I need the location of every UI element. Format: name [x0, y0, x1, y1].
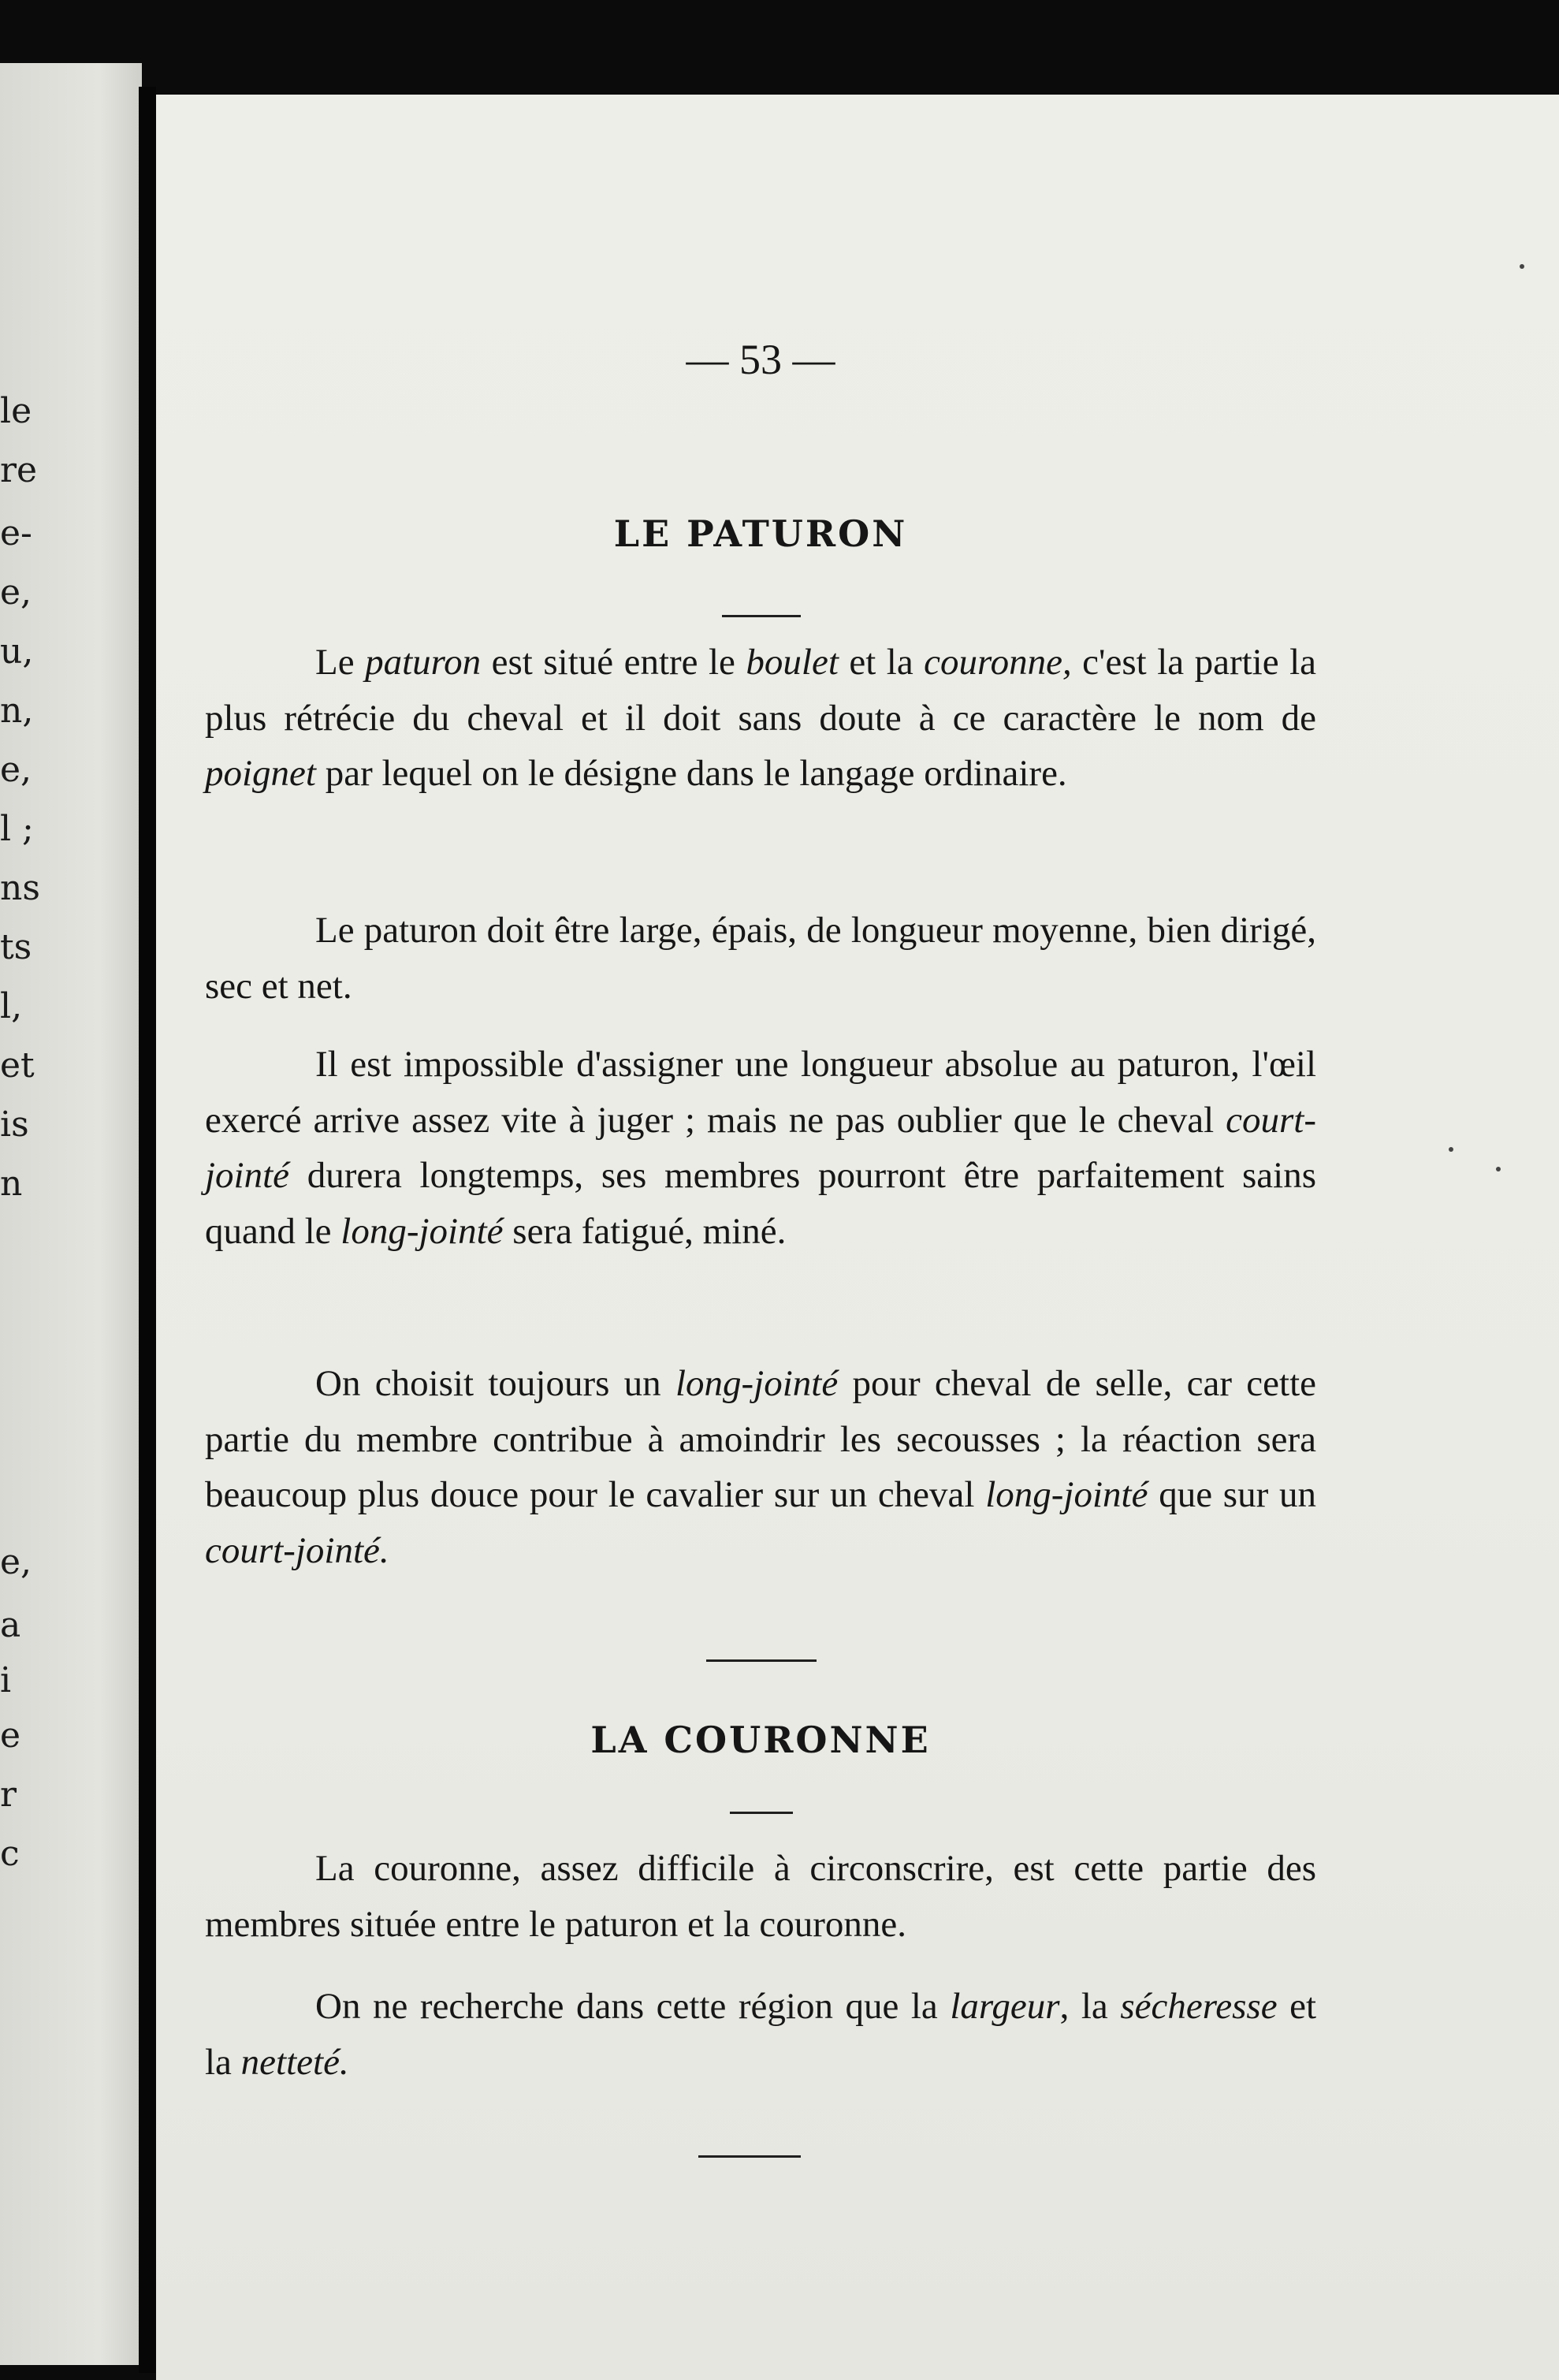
left-page-text-fragment: e, [0, 750, 32, 790]
left-page-text-fragment: n, [0, 691, 34, 731]
left-page-text-fragment: e, [0, 572, 32, 613]
left-page-text-fragment: ns [0, 868, 40, 908]
left-page-text-fragment: et [0, 1045, 35, 1086]
scan-speck [1520, 264, 1524, 269]
italic-term: netteté. [240, 2041, 349, 2083]
left-page-text-fragment: l, [0, 986, 23, 1026]
title-underline [722, 615, 801, 617]
italic-term: long-jointé [340, 1210, 504, 1252]
section-title-paturon: LE PATURON [613, 512, 908, 555]
left-page-text-fragment: u, [0, 631, 34, 672]
left-page-text-fragment: n [0, 1164, 23, 1204]
left-page-text-fragment: r [0, 1775, 17, 1815]
paragraph: On choisit toujours un long-jointé pour cheval de selle, car cette partie du membre contribue à amoindrir les secousses ; la réaction sera beaucoup plus douce pour le cavalier sur un cheval long-jointé que sur un court-jointé. [205, 1363, 1316, 1571]
italic-term: long-jointé [675, 1363, 839, 1404]
left-page-text-fragment: le [0, 391, 32, 431]
left-page-text-fragment: i [0, 1660, 12, 1700]
left-page-text-fragment: e [0, 1715, 21, 1756]
left-page-text-fragment: e- [0, 513, 32, 553]
title-underline [730, 1812, 793, 1814]
left-page-text-fragment: c [0, 1834, 20, 1874]
page-number: — 53 — [686, 336, 835, 383]
book-gutter [139, 87, 156, 2373]
scan-speck [1496, 1167, 1501, 1171]
italic-term: court-jointé. [205, 1529, 389, 1571]
italic-term: poignet [205, 753, 316, 794]
italic-term: largeur [950, 1986, 1060, 2027]
section-title-couronne: LA COURONNE [590, 1719, 931, 1761]
paragraph: La couronne, assez difficile à circonscrire, est cette partie des membres située entre le paturon et la couronne. [205, 1848, 1316, 1945]
section-divider [698, 2155, 801, 2158]
paragraph: On ne recherche dans cette région que la largeur, la sécheresse et la netteté. [205, 1986, 1317, 2083]
left-page-text-fragment: e, [0, 1542, 32, 1582]
left-page-text-fragment: l ; [0, 809, 34, 849]
paragraph: Il est impossible d'assigner une longueur absolue au paturon, l'œil exercé arrive assez vite à juger ; mais ne pas oublier que le cheval court-jointé durera longtemps, ses membres pourront être parfaitement sains quand le long-jointé sera fatigué, miné. [205, 1044, 1316, 1252]
left-page-text-fragment: a [0, 1605, 21, 1645]
book-page [156, 95, 1559, 2380]
left-page-strip [0, 63, 142, 2365]
italic-term: boulet [746, 642, 839, 683]
scan-speck [1449, 1147, 1453, 1152]
italic-term: sécheresse [1120, 1986, 1278, 2027]
italic-term: long-jointé [985, 1474, 1148, 1515]
left-page-text-fragment: re [0, 450, 38, 490]
italic-term: couronne, [924, 642, 1072, 683]
paragraph: Le paturon est situé entre le boulet et la couronne, c'est la partie la plus rétrécie du cheval et il doit sans doute à ce caractère le nom de poignet par lequel on le désigne dans le langage ordinaire. [205, 642, 1316, 794]
section-divider [706, 1659, 817, 1662]
left-page-text-fragment: ts [0, 927, 32, 967]
italic-term: court-jointé [205, 1099, 1316, 1196]
left-page-text-fragment: is [0, 1104, 29, 1145]
paragraph: Le paturon doit être large, épais, de longueur moyenne, bien dirigé, sec et net. [205, 910, 1316, 1007]
italic-term: paturon [365, 642, 482, 683]
